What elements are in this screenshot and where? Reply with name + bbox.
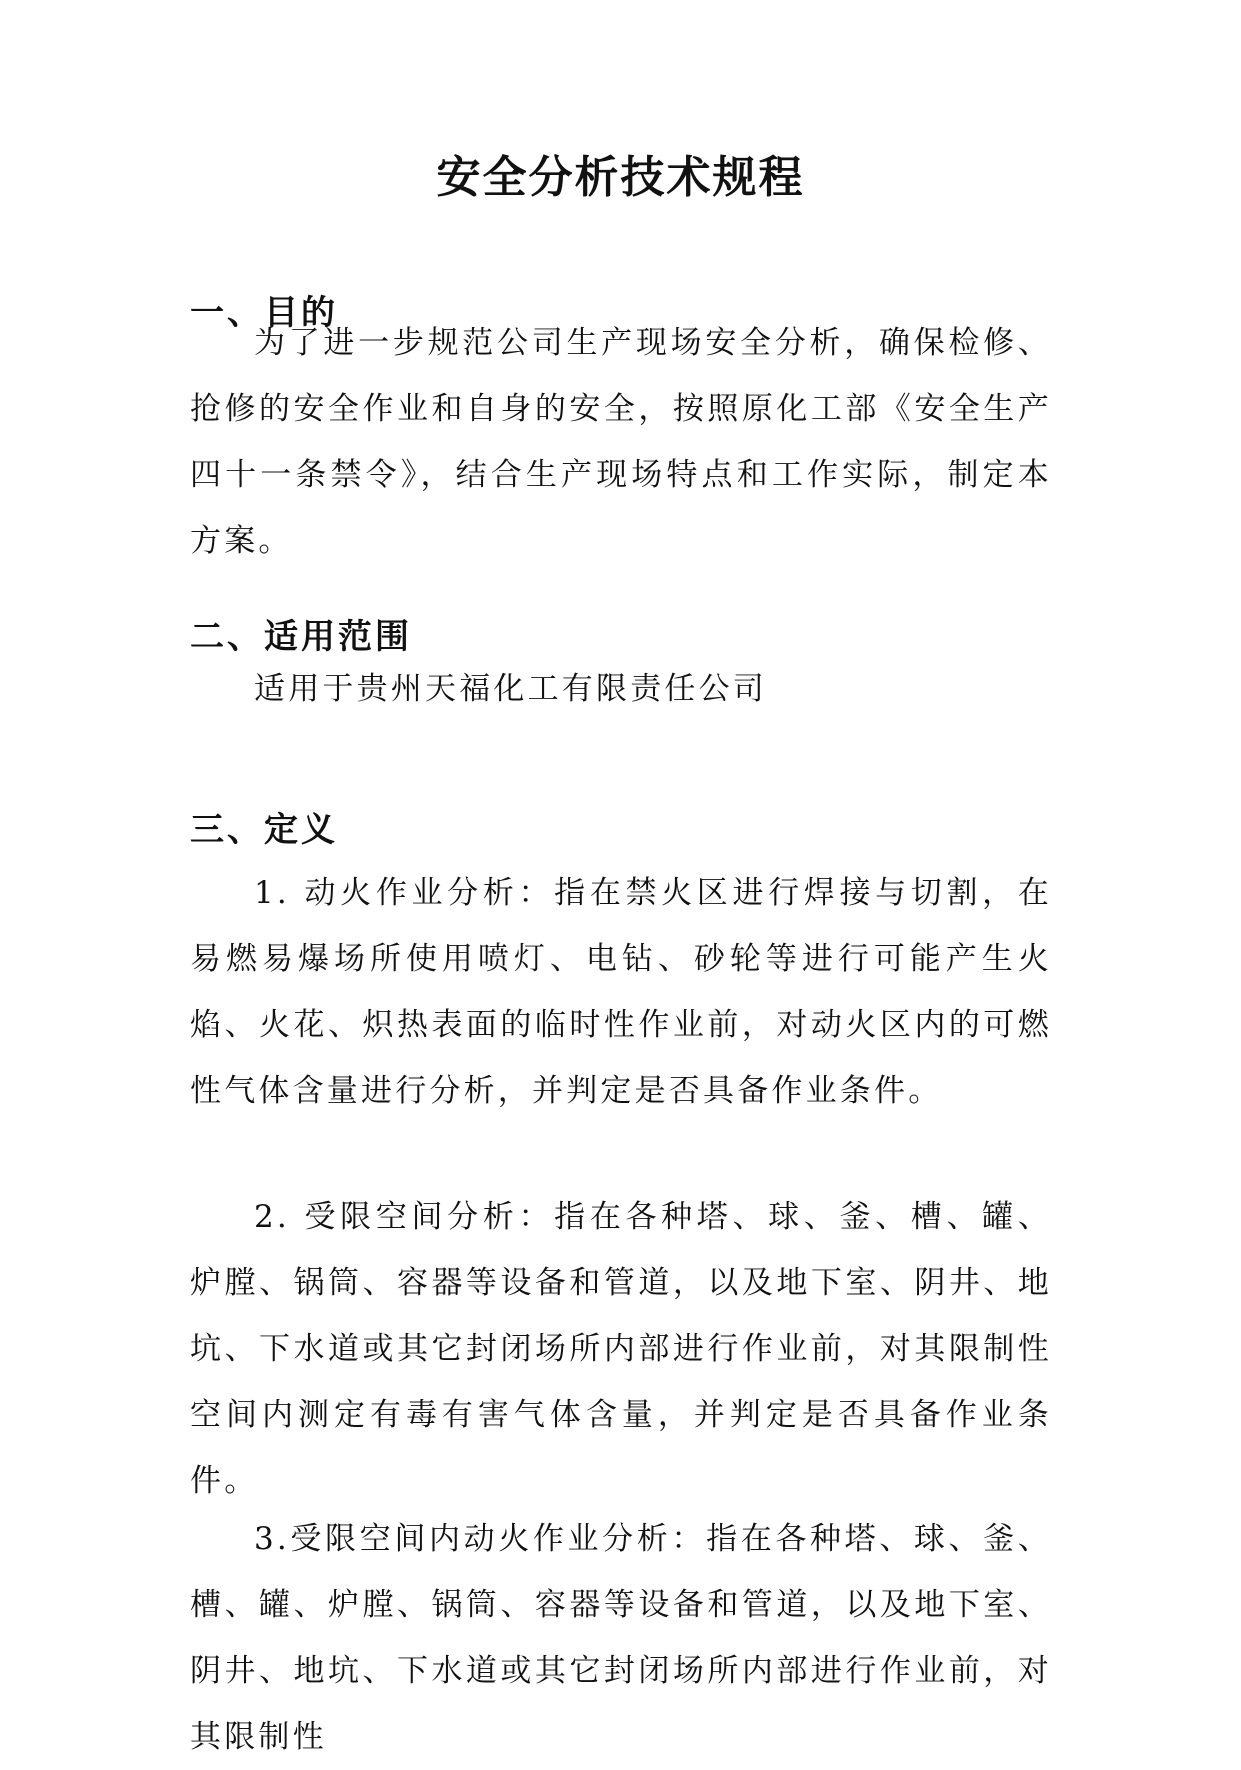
definition-item-confined-space: 2. 受限空间分析：指在各种塔、球、釜、槽、罐、炉膛、锅筒、容器等设备和管道，以及地下室、阴井、地坑、下水道或其它封闭场所内部进行作业前，对其限制性空间内测定有毒有害气体含量，并判定是否具备作业条件。 [190,1199,1052,1499]
section-heading-purpose: 一、目的 [190,293,338,333]
section-heading-scope: 二、适用范围 [190,617,412,657]
definition-item-hot-work: 1. 动火作业分析：指在禁火区进行焊接与切割，在易燃易爆场所使用喷灯、电钻、砂轮等进行可能产生火焰、火花、炽热表面的临时性作业前，对动火区内的可燃性气体含量进行分析，并判定是否具备作业条件。 [190,875,1052,1109]
section-heading-definitions: 三、定义 [190,810,338,850]
definition-item-confined-hot-work: 3.受限空间内动火作业分析：指在各种塔、球、釜、槽、罐、炉膛、锅筒、容器等设备和管道，以及地下室、阴井、地坑、下水道或其它封闭场所内部进行作业前，对其限制性 [190,1521,1052,1755]
document-title: 安全分析技术规程 [436,152,805,203]
section-paragraph-purpose: 为了进一步规范公司生产现场安全分析，确保检修、抢修的安全作业和自身的安全，按照原化工部《安全生产四十一条禁令》，结合生产现场特点和工作实际，制定本方案。 [190,325,1052,559]
section-paragraph-scope: 适用于贵州天福化工有限责任公司 [254,671,767,707]
